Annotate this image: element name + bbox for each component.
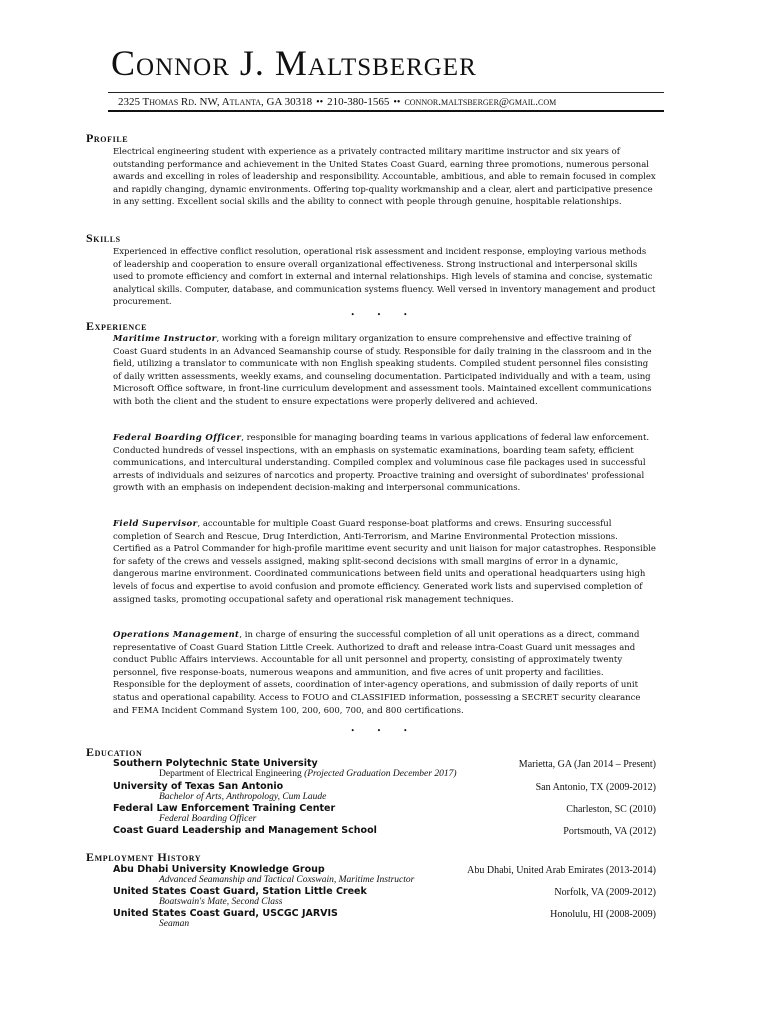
position-title: Boatswain's Mate, Second Class xyxy=(159,897,283,907)
position-title: Advanced Seamanship and Tactical Coxswain, Maritime Instructor xyxy=(159,875,415,885)
experience-item xyxy=(113,518,656,606)
job-description: , working with a foreign military organization to ensure comprehensive and effective training of Coast Guard students in an Advanced Seamanship course of study. Responsible for daily training in the classroom and in the field, utilizing a translator to communicate with non English speaking students. Compiled student personnel files consisting of daily written assessments, weekly exams, and counseling documentation. Participated individually and with a team, using Microsoft Office software, in front-line curriculum development and assessment tools. Maintained excellent communications with both the client and the student to ensure expectations were properly delivered and achieved. xyxy=(113,334,652,407)
job-role: Operations Management xyxy=(113,630,240,640)
section-divider: • • • xyxy=(350,727,418,735)
job-role: Federal Boarding Officer xyxy=(113,433,242,443)
candidate-name: Connor J. Maltsberger xyxy=(111,43,477,83)
education-detail: Federal Boarding Officer xyxy=(159,814,257,824)
header-rule-bottom xyxy=(108,110,664,112)
job-role: Field Supervisor xyxy=(113,519,198,529)
profile-text: Electrical engineering student with experience as a privately contracted military maritime instructor and six years of outstanding performance and achievement in the United States Coast Guard, earning three promotions, numerous personal awards and excelling in roles of leadership and responsibility. Accountable, ambitious, and able to remain focused in complex and rapidly changing, dynamic environments. Offering top-quality workmanship and a clear, alert and participative presence in any setting. Excellent social skills and the ability to connect with people through genuine, hospitable relationships. xyxy=(113,147,656,208)
institution-name: Coast Guard Leadership and Management School xyxy=(113,825,377,836)
employer-name: Abu Dhabi University Knowledge Group xyxy=(113,864,325,875)
skills-heading: Skills xyxy=(86,231,121,245)
employer-location: Honolulu, HI (2008-2009) xyxy=(550,909,656,920)
education-detail: Department of Electrical Engineering (Projected Graduation December 2017) xyxy=(159,769,457,779)
job-description: , accountable for multiple Coast Guard response-boat platforms and crews. Ensuring successful completion of Search and Rescue, Drug Interdiction, Anti-Terrorism, and Marine Environmental Protection missions. Certified as a Patrol Commander for high-profile maritime event security and unit liaison for major catastrophes. Responsible for safety of the crews and vessels assigned, making split-second decisions with small margins of error in a dynamic, dangerous marine environment. Coordinated communications between field units and operational headquarters using high levels of focus and expertise to avoid confusion and promote efficiency. Generated work lists and supervised completion of assigned tasks, promoting occupational safety and operational risk management techniques. xyxy=(113,519,656,605)
institution-location: San Antonio, TX (2009-2012) xyxy=(535,782,656,793)
contact-separator: •• xyxy=(316,97,324,108)
job-description: , responsible for managing boarding teams in various applications of federal law enforcement. Conducted hundreds of vessel inspections, with an emphasis on systematic examinations, boarding team safety, efficient communications, and intercultural understanding. Compiled complex and voluminous case file packages used in successful arrests of individuals and seizures of narcotics and property. Proactive training and oversight of subordinates' professional growth with an emphasis on independent decision-making and interpersonal communications. xyxy=(113,433,650,494)
education-detail: Bachelor of Arts, Anthropology, Cum Laude xyxy=(159,792,327,802)
position-title: Seaman xyxy=(159,919,190,929)
skills-text: Experienced in effective conflict resolution, operational risk assessment and incident response, employing various methods of leadership and cooperation to ensure overall organizational effectiveness. Strong instructional and interpersonal skills used to promote efficiency and comfort in external and internal relationships. High levels of stamina and concise, systematic analytical skills. Computer, database, and communication systems fluency. Well versed in inventory management and product procurement. xyxy=(113,247,656,308)
employment-heading: Employment History xyxy=(86,850,202,864)
contact-line xyxy=(118,96,556,108)
employment-entry xyxy=(113,886,656,910)
experience-item xyxy=(113,629,656,717)
email-link[interactable]: connor.maltsberger@gmail.com xyxy=(404,96,557,108)
education-entry xyxy=(113,803,656,827)
employer-location: Norfolk, VA (2009-2012) xyxy=(554,887,656,898)
phone: 210-380-1565 xyxy=(327,96,390,108)
employer-location: Abu Dhabi, United Arab Emirates (2013-2014) xyxy=(467,865,656,876)
institution-location: Portsmouth, VA (2012) xyxy=(563,826,656,837)
employment-entry xyxy=(113,908,656,932)
education-entry xyxy=(113,758,656,782)
job-description: , in charge of ensuring the successful completion of all unit operations as a direct, command representative of Coast Guard Station Little Creek. Authorized to draft and release intra-Coast Guard unit messages and conduct Public Affairs interviews. Accountable for all unit personnel and property, consisting of approximately twenty personnel, five response-boats, numerous weapons and ammunition, and five acres of unit property and facilities. Responsible for the deployment of assets, coordination of inter-agency operations, and submission of daily reports of unit status and operational capability. Access to FOUO and CLASSIFIED information, possessing a SECRET security clearance and FEMA Incident Command System 100, 200, 600, 700, and 800 certifications. xyxy=(113,630,641,716)
address: 2325 Thomas Rd. NW, Atlanta, GA 30318 xyxy=(118,96,313,108)
institution-name: Federal Law Enforcement Training Center xyxy=(113,803,336,814)
employer-name: United States Coast Guard, USCGC JARVIS xyxy=(113,908,338,919)
education-entry xyxy=(113,781,656,805)
section-divider: • • • xyxy=(350,311,418,319)
institution-name: Southern Polytechnic State University xyxy=(113,758,318,769)
job-role: Maritime Instructor xyxy=(113,334,217,344)
contact-separator: •• xyxy=(393,97,401,108)
education-entry xyxy=(113,825,656,849)
institution-location: Charleston, SC (2010) xyxy=(566,804,656,815)
employer-name: United States Coast Guard, Station Little Creek xyxy=(113,886,367,897)
experience-item xyxy=(113,432,656,495)
employment-entry xyxy=(113,864,656,888)
profile-heading: Profile xyxy=(86,131,129,145)
institution-location: Marietta, GA (Jan 2014 – Present) xyxy=(518,759,656,770)
header-rule-top xyxy=(108,92,664,93)
education-heading: Education xyxy=(86,745,143,759)
experience-heading: Experience xyxy=(86,319,148,333)
institution-name: University of Texas San Antonio xyxy=(113,781,284,792)
experience-item xyxy=(113,333,656,409)
